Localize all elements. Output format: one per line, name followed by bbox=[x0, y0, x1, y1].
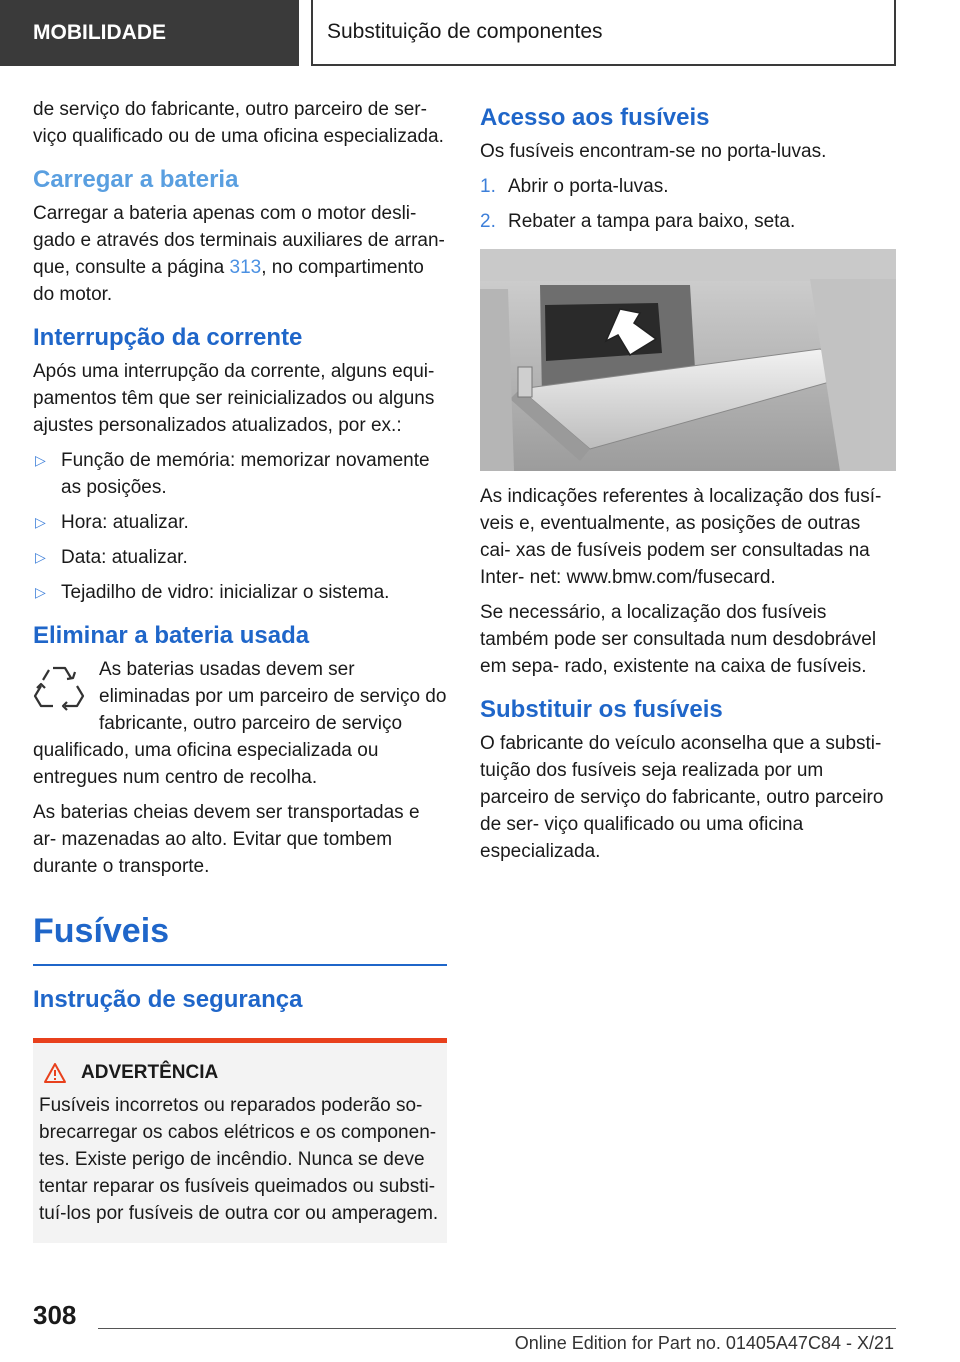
step-item: 2. Rebater a tampa para baixo, seta. bbox=[480, 208, 896, 235]
list-item: ▷ Hora: atualizar. bbox=[33, 509, 447, 536]
warning-title-row bbox=[39, 1059, 441, 1086]
dispose-battery-block bbox=[33, 656, 447, 791]
chapter-title: Substituição de componentes bbox=[327, 20, 603, 43]
replace-fuses-heading: Substituir os fusíveis bbox=[480, 696, 723, 723]
step-number: 1. bbox=[480, 176, 496, 197]
dispose-battery-heading: Eliminar a bateria usada bbox=[33, 622, 310, 649]
bullet-triangle-icon: ▷ bbox=[35, 452, 46, 468]
intro-paragraph: de serviço do fabricante, outro parceiro de ser- viço qualificado ou de uma oficina especializada. bbox=[33, 99, 444, 147]
access-steps bbox=[480, 173, 896, 235]
footer-divider bbox=[98, 1328, 896, 1329]
edition-footer: Online Edition for Part no. 01405A47C84 - X/21 bbox=[514, 1333, 894, 1353]
bullet-triangle-icon: ▷ bbox=[35, 514, 46, 530]
replace-fuses-text: O fabricante do veículo aconselha que a substi- tuição dos fusíveis seja realizada por um parceiro de serviço do fabricante, outro parceiro de ser- viço qualificado ou uma oficina especializada. bbox=[480, 733, 884, 862]
section-title: MOBILIDADE bbox=[33, 21, 166, 44]
page-reference-link[interactable]: 313 bbox=[229, 257, 262, 278]
right-column bbox=[480, 96, 896, 873]
charge-battery-text: Carregar a bateria apenas com o motor desli- gado e através dos terminais auxiliares de arran- que, consulte a página 313, no compartimento do motor. bbox=[33, 203, 445, 305]
step-item: 1. Abrir o porta-luvas. bbox=[480, 173, 896, 200]
list-item: ▷ Data: atualizar. bbox=[33, 544, 447, 571]
fuse-access-text: Os fusíveis encontram-se no porta-luvas. bbox=[480, 141, 827, 162]
reset-list bbox=[33, 447, 447, 606]
safety-heading: Instrução de segurança bbox=[33, 986, 303, 1013]
bullet-triangle-icon: ▷ bbox=[35, 584, 46, 600]
charge-battery-heading: Carregar a bateria bbox=[33, 166, 239, 193]
list-item: ▷ Função de memória: memorizar novamente as posições. bbox=[33, 447, 447, 501]
warning-title: ADVERTÊNCIA bbox=[81, 1062, 219, 1083]
page-number: 308 bbox=[33, 1300, 77, 1330]
fuses-section-title: Fusíveis bbox=[33, 912, 170, 950]
fuse-location-text: As indicações referentes à localização dos fusí- veis e, eventualmente, as posições de outras cai- xas de fusíveis podem ser consultadas na Inter- net: www.bmw.com/fusecard. bbox=[480, 486, 882, 588]
bullet-triangle-icon: ▷ bbox=[35, 549, 46, 565]
section-tab bbox=[0, 0, 299, 66]
fuse-access-heading: Acesso aos fusíveis bbox=[480, 104, 710, 131]
dispose-battery-text: As baterias usadas devem ser eliminadas por um parceiro de serviço do fabricante, outro parceiro de serviço qualificado, uma oficina especializada ou entregues num centro de recolha. bbox=[33, 659, 447, 788]
glovebox-photo bbox=[480, 249, 896, 471]
recycle-icon bbox=[33, 660, 85, 712]
fuse-leaflet-text: Se necessário, a localização dos fusíveis também pode ser consultada num desdobrável em sepa- rado, existente na caixa de fusíveis. bbox=[480, 602, 877, 677]
power-interruption-heading: Interrupção da corrente bbox=[33, 324, 303, 351]
dispose-battery-text-2: As baterias cheias devem ser transportadas e ar- mazenadas ao alto. Evitar que tombem durante o transporte. bbox=[33, 802, 420, 877]
title-divider bbox=[33, 964, 447, 966]
chapter-tab bbox=[311, 0, 896, 66]
left-column bbox=[33, 96, 447, 1243]
list-item: ▷ Tejadilho de vidro: inicializar o sistema. bbox=[33, 579, 447, 606]
warning-box bbox=[33, 1038, 447, 1243]
warning-text: Fusíveis incorretos ou reparados poderão so- brecarregar os cabos elétricos e os componen- tes. Existe perigo de incêndio. Nunca se deve tentar reparar os fusíveis queimados ou substi- tuí-los por fusíveis de outra cor ou amperagem. bbox=[39, 1095, 439, 1224]
warning-triangle-icon bbox=[43, 1062, 67, 1084]
power-interruption-text: Após uma interrupção da corrente, alguns equi- pamentos têm que ser reinicializados ou alguns ajustes personalizados atualizados, por ex.: bbox=[33, 361, 435, 436]
step-number: 2. bbox=[480, 211, 496, 232]
